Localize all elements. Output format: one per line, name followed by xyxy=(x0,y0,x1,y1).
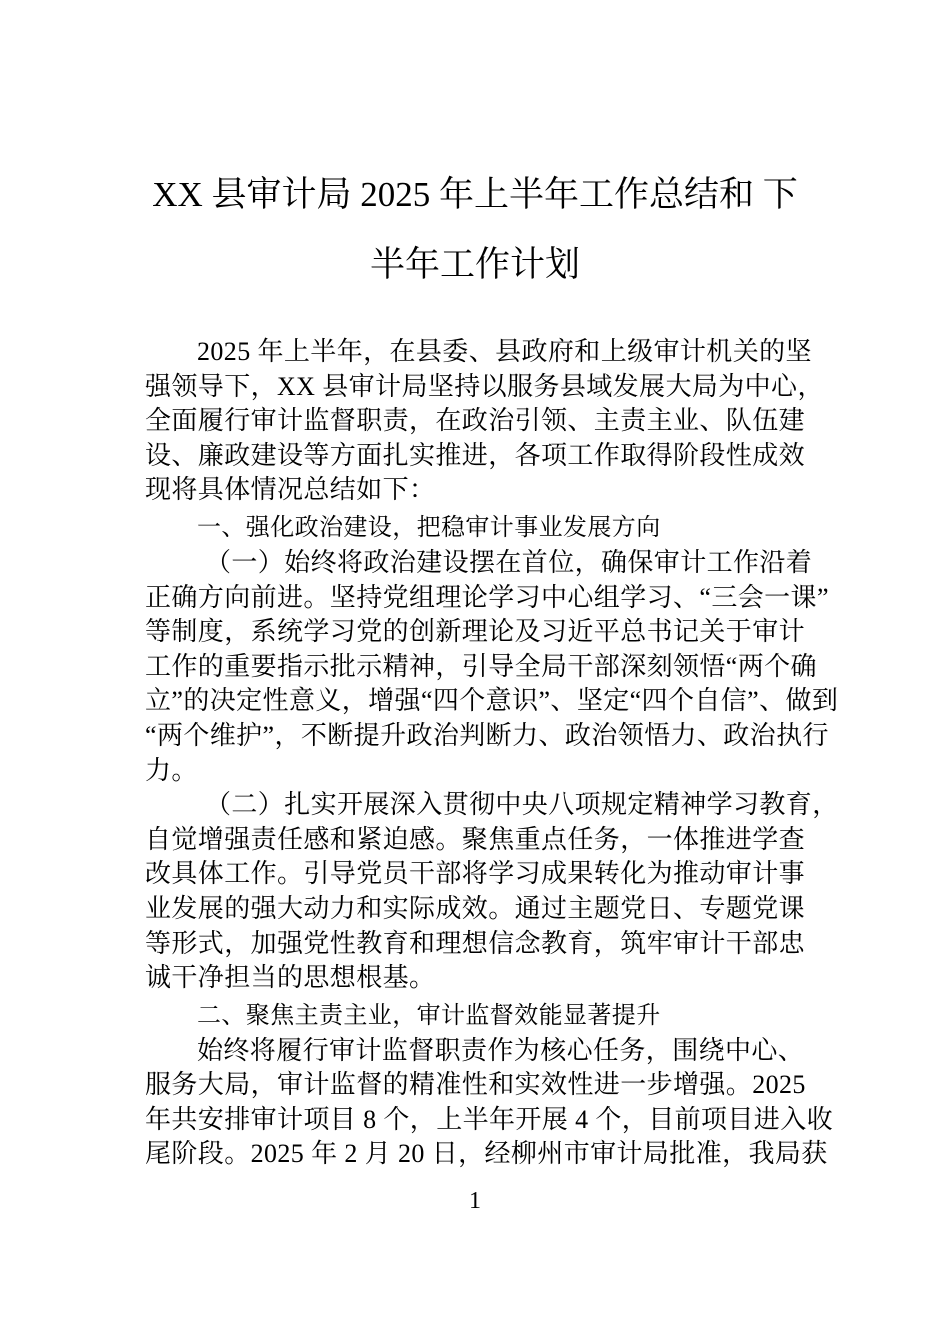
paragraph-line: 强领导下，XX 县审计局坚持以服务县域发展大局为中心， xyxy=(145,371,824,401)
paragraph xyxy=(145,335,824,508)
paragraph xyxy=(145,546,839,788)
paragraph-line: 正确方向前进。坚持党组理论学习中心组学习、“三会一课” xyxy=(145,582,829,612)
paragraph xyxy=(145,1034,834,1172)
paragraph-line: 力。 xyxy=(145,755,198,785)
heading-text: 二、聚焦主责主业，审计监督效能显著提升 xyxy=(197,1000,661,1029)
paragraph-line: 始终将履行审计监督职责作为核心任务，围绕中心、 xyxy=(197,1035,805,1065)
paragraph-line: 改具体工作。引导党员干部将学习成果转化为推动审计事 xyxy=(145,859,806,889)
paragraph-line: 设、廉政建设等方面扎实推进，各项工作取得阶段性成效 xyxy=(145,440,806,470)
section-heading xyxy=(145,996,810,1034)
title-line-2: 半年工作计划 xyxy=(369,245,580,284)
paragraph-line: 立”的决定性意义，增强“四个意识”、坚定“四个自信”、做到 xyxy=(145,686,839,716)
heading-text: 一、强化政治建设，把稳审计事业发展方向 xyxy=(197,512,661,541)
document-body xyxy=(145,335,839,1172)
paragraph-line: 自觉增强责任感和紧迫感。聚焦重点任务，一体推进学查 xyxy=(145,824,806,854)
paragraph xyxy=(145,788,839,996)
paragraph-line: “两个维护”，不断提升政治判断力、政治领悟力、政治执行 xyxy=(145,720,829,750)
paragraph-line: 尾阶段。2025 年 2 月 20 日，经柳州市审计局批准，我局获 xyxy=(145,1139,828,1169)
paragraph-line: 现将具体情况总结如下： xyxy=(145,475,436,505)
paragraph-line: 等形式，加强党性教育和理想信念教育，筑牢审计干部忠 xyxy=(145,928,806,958)
paragraph-line: 年共安排审计项目 8 个，上半年开展 4 个，目前项目进入收 xyxy=(145,1104,834,1134)
section-heading xyxy=(145,508,810,546)
paragraph-line: 等制度，系统学习党的创新理论及习近平总书记关于审计 xyxy=(145,617,806,647)
paragraph-line: 工作的重要指示批示精神，引导全局干部深刻领悟“两个确 xyxy=(145,651,817,681)
paragraph-line: （一）始终将政治建设摆在首位，确保审计工作沿着 xyxy=(205,547,813,577)
paragraph-line: 诚干净担当的思想根基。 xyxy=(145,963,436,993)
title-line-1: XX 县审计局 2025 年上半年工作总结和 下 xyxy=(152,175,798,214)
paragraph-line: 服务大局，审计监督的精准性和实效性进一步增强。2025 xyxy=(145,1070,806,1100)
paragraph-line: 全面履行审计监督职责，在政治引领、主责主业、队伍建 xyxy=(145,406,806,436)
page-number: 1 xyxy=(469,1188,481,1214)
paragraph-line: 2025 年上半年，在县委、县政府和上级审计机关的坚 xyxy=(197,337,812,366)
paragraph-line: （二）扎实开展深入贯彻中央八项规定精神学习教育， xyxy=(205,790,839,820)
document-title xyxy=(0,160,950,300)
paragraph-line: 业发展的强大动力和实际成效。通过主题党日、专题党课 xyxy=(145,893,806,923)
